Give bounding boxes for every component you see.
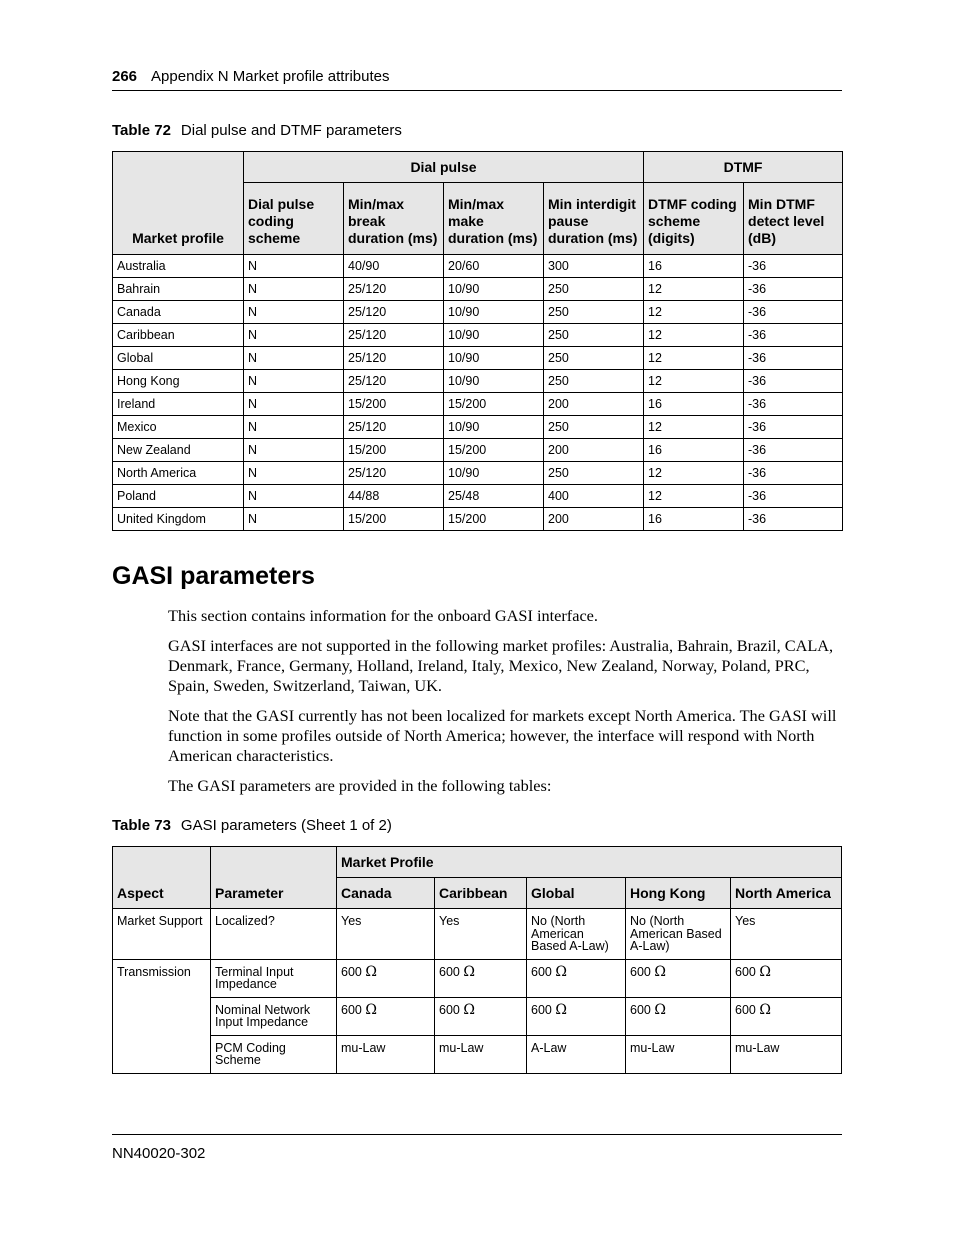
- value-cell: 600 Ω: [527, 997, 626, 1035]
- value-cell: 600 Ω: [435, 997, 527, 1035]
- market-name-cell: New Zealand: [113, 439, 244, 462]
- market-name-cell: Australia: [113, 255, 244, 278]
- ohm-symbol: Ω: [654, 1001, 666, 1018]
- market-header: Global: [527, 878, 626, 909]
- table-row: [113, 439, 843, 462]
- document-number: NN40020-302: [112, 1145, 206, 1162]
- paragraph: The GASI parameters are provided in the following tables:: [168, 776, 552, 795]
- table-cell: 16: [644, 508, 744, 531]
- table-cell: 25/120: [344, 370, 444, 393]
- table-cell: 250: [544, 347, 644, 370]
- column-header: Min DTMF detect level (dB): [744, 183, 843, 255]
- table-cell: 25/120: [344, 462, 444, 485]
- table-row: [113, 1035, 842, 1073]
- table-cell: N: [244, 508, 344, 531]
- table-cell: N: [244, 370, 344, 393]
- column-header: Min/max make duration (ms): [444, 183, 544, 255]
- value-cell: 600 Ω: [626, 997, 731, 1035]
- value-cell: No (North American Based A-Law): [527, 909, 626, 960]
- table-cell: 25/120: [344, 416, 444, 439]
- value-cell: Yes: [337, 909, 435, 960]
- table-cell: 16: [644, 255, 744, 278]
- table-cell: N: [244, 255, 344, 278]
- value-cell: 600 Ω: [731, 959, 842, 997]
- page-number: 266: [112, 68, 138, 85]
- dial-pulse-dtmf-table: [112, 151, 843, 531]
- header-aspect: Aspect: [113, 847, 211, 909]
- header-market-profile: Market profile: [113, 152, 244, 255]
- table-cell: 12: [644, 462, 744, 485]
- table-cell: 25/48: [444, 485, 544, 508]
- table-cell: N: [244, 485, 344, 508]
- table-cell: -36: [744, 439, 843, 462]
- footer-rule: [112, 1134, 842, 1135]
- table-cell: N: [244, 347, 344, 370]
- table-cell: -36: [744, 508, 843, 531]
- table-cell: 40/90: [344, 255, 444, 278]
- value-cell: Yes: [435, 909, 527, 960]
- table-cell: 15/200: [344, 508, 444, 531]
- table-row: [113, 416, 843, 439]
- market-header: North America: [731, 878, 842, 909]
- table-cell: 12: [644, 416, 744, 439]
- header-group-dtmf: DTMF: [644, 152, 843, 183]
- market-name-cell: Canada: [113, 301, 244, 324]
- table72-title: Dial pulse and DTMF parameters: [180, 122, 402, 139]
- table-row: [113, 347, 843, 370]
- table-cell: 12: [644, 301, 744, 324]
- table-cell: -36: [744, 462, 843, 485]
- value-cell: mu-Law: [626, 1035, 731, 1073]
- table-cell: 15/200: [444, 439, 544, 462]
- market-name-cell: Ireland: [113, 393, 244, 416]
- section-title: Appendix N Market profile attributes: [151, 68, 390, 85]
- market-name-cell: Caribbean: [113, 324, 244, 347]
- section-heading: GASI parameters: [112, 562, 315, 590]
- table-cell: 12: [644, 324, 744, 347]
- ohm-symbol: Ω: [654, 963, 666, 980]
- table-cell: -36: [744, 416, 843, 439]
- table-cell: 25/120: [344, 347, 444, 370]
- table-cell: 250: [544, 370, 644, 393]
- column-header: Min/max break duration (ms): [344, 183, 444, 255]
- value-cell: mu-Law: [435, 1035, 527, 1073]
- table-cell: -36: [744, 370, 843, 393]
- column-header: Dial pulse coding scheme: [244, 183, 344, 255]
- table-cell: 200: [544, 393, 644, 416]
- parameter-cell: Terminal Input Impedance: [211, 959, 337, 997]
- table-cell: -36: [744, 393, 843, 416]
- paragraph: This section contains information for the onboard GASI interface.: [168, 606, 598, 625]
- ohm-symbol: Ω: [365, 1001, 377, 1018]
- table-cell: 15/200: [444, 508, 544, 531]
- market-header: Caribbean: [435, 878, 527, 909]
- table-cell: 10/90: [444, 347, 544, 370]
- page-header: [112, 68, 389, 85]
- table-cell: 25/120: [344, 278, 444, 301]
- table-cell: 16: [644, 439, 744, 462]
- table-row: [113, 278, 843, 301]
- table-cell: 10/90: [444, 370, 544, 393]
- table-cell: N: [244, 278, 344, 301]
- table-cell: 300: [544, 255, 644, 278]
- paragraph: GASI interfaces are not supported in the following market profiles: Australia, Bahrain, Brazil, CALA, Denmark, France, Germany, Holland, Ireland, Italy, Mexico, New Zealand, Norway, Poland, PRC, Spain, Sweden, Switzerland, Taiwan, UK.: [168, 636, 834, 695]
- value-cell: 600 Ω: [337, 997, 435, 1035]
- table-cell: 16: [644, 393, 744, 416]
- header-rule: [112, 90, 842, 91]
- table-cell: 200: [544, 508, 644, 531]
- table73-caption: [112, 817, 392, 834]
- table-cell: 15/200: [444, 393, 544, 416]
- market-header: Hong Kong: [626, 878, 731, 909]
- ohm-symbol: Ω: [365, 963, 377, 980]
- value-cell: 600 Ω: [527, 959, 626, 997]
- parameter-cell: Localized?: [211, 909, 337, 960]
- table-cell: 10/90: [444, 278, 544, 301]
- table-cell: N: [244, 393, 344, 416]
- table-cell: 250: [544, 278, 644, 301]
- table-cell: N: [244, 462, 344, 485]
- table-cell: 10/90: [444, 301, 544, 324]
- table-row: [113, 462, 843, 485]
- table-cell: 10/90: [444, 324, 544, 347]
- table-cell: 10/90: [444, 416, 544, 439]
- paragraph: Note that the GASI currently has not been localized for markets except North America. The GASI will function in some profiles outside of North America; however, the interface will respond with North American characteristics.: [168, 706, 837, 765]
- table-row: [113, 959, 842, 997]
- market-name-cell: Mexico: [113, 416, 244, 439]
- ohm-symbol: Ω: [759, 1001, 771, 1018]
- table-cell: N: [244, 439, 344, 462]
- table-row: [113, 255, 843, 278]
- market-name-cell: North America: [113, 462, 244, 485]
- market-name-cell: United Kingdom: [113, 508, 244, 531]
- header-group-market-profile: Market Profile: [337, 847, 842, 878]
- table-cell: 12: [644, 485, 744, 508]
- table-cell: 44/88: [344, 485, 444, 508]
- market-name-cell: Hong Kong: [113, 370, 244, 393]
- table-row: [113, 324, 843, 347]
- ohm-symbol: Ω: [555, 963, 567, 980]
- table73-label: Table 73: [112, 817, 171, 834]
- gasi-parameters-table: [112, 846, 842, 1074]
- market-name-cell: Global: [113, 347, 244, 370]
- table-cell: 250: [544, 324, 644, 347]
- table-cell: N: [244, 301, 344, 324]
- aspect-cell: Market Support: [113, 909, 211, 960]
- aspect-cell: Transmission: [113, 959, 211, 1073]
- table-cell: 15/200: [344, 393, 444, 416]
- table-cell: 12: [644, 370, 744, 393]
- table-cell: 10/90: [444, 462, 544, 485]
- value-cell: 600 Ω: [337, 959, 435, 997]
- table-cell: 250: [544, 301, 644, 324]
- table-cell: 20/60: [444, 255, 544, 278]
- table-row: [113, 370, 843, 393]
- table-cell: 12: [644, 347, 744, 370]
- table-cell: N: [244, 324, 344, 347]
- value-cell: mu-Law: [731, 1035, 842, 1073]
- column-header: DTMF coding scheme (digits): [644, 183, 744, 255]
- table-cell: -36: [744, 324, 843, 347]
- table73-title: GASI parameters (Sheet 1 of 2): [180, 817, 392, 834]
- ohm-symbol: Ω: [463, 963, 475, 980]
- value-cell: 600 Ω: [731, 997, 842, 1035]
- value-cell: Yes: [731, 909, 842, 960]
- ohm-symbol: Ω: [759, 963, 771, 980]
- table-cell: 25/120: [344, 324, 444, 347]
- column-header: Min interdigit pause duration (ms): [544, 183, 644, 255]
- value-cell: mu-Law: [337, 1035, 435, 1073]
- ohm-symbol: Ω: [555, 1001, 567, 1018]
- table-cell: 12: [644, 278, 744, 301]
- table72-label: Table 72: [112, 122, 171, 139]
- market-name-cell: Bahrain: [113, 278, 244, 301]
- table-row: [113, 508, 843, 531]
- parameter-cell: Nominal Network Input Impedance: [211, 997, 337, 1035]
- table-cell: 15/200: [344, 439, 444, 462]
- parameter-cell: PCM Coding Scheme: [211, 1035, 337, 1073]
- market-name-cell: Poland: [113, 485, 244, 508]
- table-cell: -36: [744, 301, 843, 324]
- market-header: Canada: [337, 878, 435, 909]
- table-cell: 200: [544, 439, 644, 462]
- value-cell: No (North American Based A-Law): [626, 909, 731, 960]
- table-cell: N: [244, 416, 344, 439]
- header-group-dial-pulse: Dial pulse: [244, 152, 644, 183]
- table-row: [113, 393, 843, 416]
- header-parameter: Parameter: [211, 847, 337, 909]
- table-row: [113, 997, 842, 1035]
- table-cell: 25/120: [344, 301, 444, 324]
- table-cell: -36: [744, 255, 843, 278]
- table-row: [113, 485, 843, 508]
- table-cell: 250: [544, 462, 644, 485]
- table-cell: -36: [744, 347, 843, 370]
- table-row: [113, 301, 843, 324]
- table-cell: -36: [744, 278, 843, 301]
- value-cell: 600 Ω: [626, 959, 731, 997]
- ohm-symbol: Ω: [463, 1001, 475, 1018]
- table-cell: 400: [544, 485, 644, 508]
- table-cell: 250: [544, 416, 644, 439]
- value-cell: A-Law: [527, 1035, 626, 1073]
- table72-caption: [112, 122, 402, 139]
- value-cell: 600 Ω: [435, 959, 527, 997]
- table-row: [113, 909, 842, 960]
- table-cell: -36: [744, 485, 843, 508]
